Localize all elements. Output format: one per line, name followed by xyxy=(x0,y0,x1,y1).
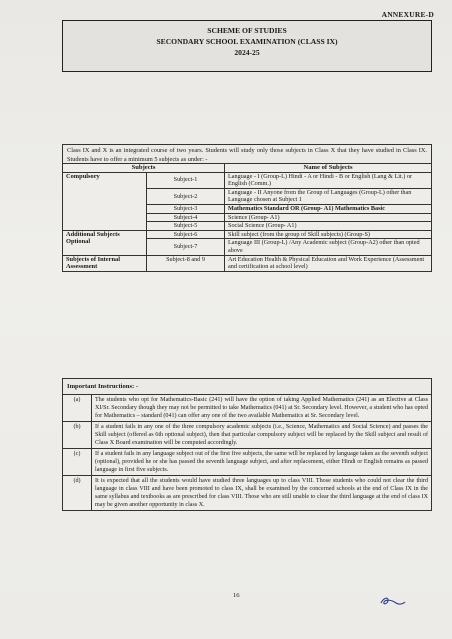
instructions-table xyxy=(62,394,432,511)
group-compulsory: Compulsory xyxy=(63,172,147,230)
instruction-item xyxy=(63,449,432,476)
subjects-table xyxy=(62,163,432,272)
subject-name: Art Education Health & Physical Education and Work Experience (Assessment and certification at school level) xyxy=(225,255,432,271)
instruction-label: (a) xyxy=(63,395,92,422)
subject-name: Skill subject (from the group of Skill subjects) (Group-S) xyxy=(225,230,432,239)
instruction-text: If a student fails in any language subject out of the first five subjects, the same will be replaced by language taken as the seventh subject (optional), provided he or she has passed the seventh language subject, and after replacement, either Hindi or English remains as passed language in first five subjects. xyxy=(92,449,432,476)
table-header-row xyxy=(63,164,432,173)
instruction-label: (d) xyxy=(63,476,92,511)
subject-number: Subject-1 xyxy=(147,172,225,188)
intro-paragraph: Class IX and X is an integrated course of two years. Students will study only those subjects in Class X that they have studied in Class IX. Students have to offer a minimum 5 subjects as under: - xyxy=(62,144,432,167)
header-subjects: Subjects xyxy=(63,164,225,173)
page-number: 16 xyxy=(233,592,240,599)
instruction-item xyxy=(63,476,432,511)
signature-mark xyxy=(378,594,408,608)
instruction-text: It is expected that all the students would have studied three languages up to class VIII. Those students who could not clear the third language in class VIII and have been promoted to class IX, shall be examined by the concerned schools at the end of Class IX in the same syllabus and textbooks as are prescribed for class VIII. Those who are still unable to clear the third language at the end of class IX may be given another opportunity in class X. xyxy=(92,476,432,511)
header-name-of-subjects: Name of Subjects xyxy=(225,164,432,173)
subject-name: Science (Group- A1) xyxy=(225,213,432,222)
subject-number: Subject-7 xyxy=(147,239,225,255)
title-line-3: 2024-25 xyxy=(234,48,260,57)
table-row xyxy=(63,255,432,271)
instruction-item xyxy=(63,422,432,449)
instruction-item xyxy=(63,395,432,422)
instruction-label: (b) xyxy=(63,422,92,449)
subject-number: Subject-4 xyxy=(147,213,225,222)
table-row xyxy=(63,230,432,239)
subject-number: Subject-6 xyxy=(147,230,225,239)
instruction-text: If a student fails in any one of the three compulsory academic subjects (i.e., Science, Mathematics and Social Science) and passes the Skill subject (offered as 6th optional subject), then that particular compulsory subject will be replaced by the Skill subject and result of Class X Board examination will be computed accordingly. xyxy=(92,422,432,449)
instruction-label: (c) xyxy=(63,449,92,476)
table-row xyxy=(63,172,432,188)
title-line-2: SECONDARY SCHOOL EXAMINATION (CLASS IX) xyxy=(156,37,338,46)
instructions-heading: Important Instructions: - xyxy=(62,378,432,394)
title-box xyxy=(62,20,432,72)
subject-name: Social Science (Group- A1) xyxy=(225,222,432,231)
instruction-text: The students who opt for Mathematics-Basic (241) will have the option of taking Applied Mathematics (241) as an Elective at Class XI/Sr. Secondary though they may not be permitted to take Mathematics (041) at Sr. Secondary level. However, a student who has opted for Mathematics – standard (041) can offer any one of the two available Mathematics at Sr. Secondary level. xyxy=(92,395,432,422)
group-additional: Additional Subjects Optional xyxy=(63,230,147,255)
annexure-label: ANNEXURE-D xyxy=(381,10,434,19)
group-internal: Subjects of Internal Assessment xyxy=(63,255,147,271)
subject-name: Language III (Group-L) /Any Academic subject (Group-A2) other than opted above xyxy=(225,239,432,255)
subject-name: Mathematics Standard OR (Group- A1) Mathematics Basic xyxy=(225,204,432,213)
subject-number: Subject-2 xyxy=(147,188,225,204)
subject-number: Subject-8 and 9 xyxy=(147,255,225,271)
subject-name: Language - II Anyone from the Group of Languages (Group-L) other than Language chosen at Subject 1 xyxy=(225,188,432,204)
subject-number: Subject-3 xyxy=(147,204,225,213)
title-line-1: SCHEME OF STUDIES xyxy=(207,26,287,35)
subject-name: Language - I (Group-L) Hindi - A or Hindi - B or English (Lang & Lit.) or English (Comm.) xyxy=(225,172,432,188)
subject-number: Subject-5 xyxy=(147,222,225,231)
